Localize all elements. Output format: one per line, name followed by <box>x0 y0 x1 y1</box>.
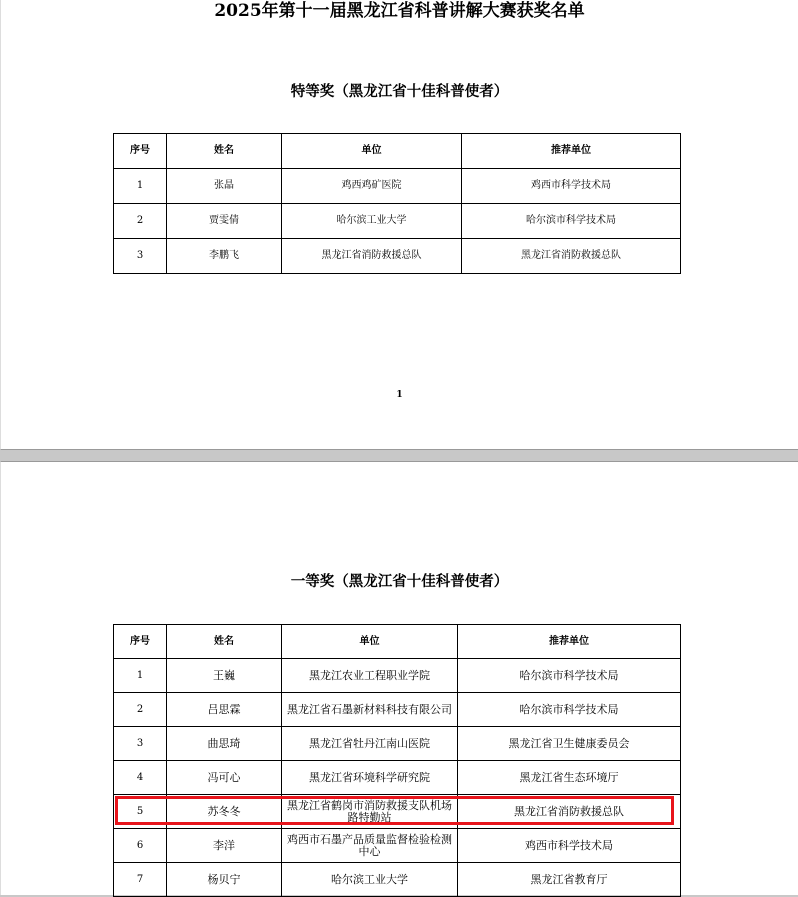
header-name: 姓名 <box>167 625 282 659</box>
table-row <box>114 239 681 274</box>
special-prize-title: 特等奖（黑龙江省十佳科普使者） <box>290 83 509 100</box>
header-unit: 单位 <box>282 625 458 659</box>
cell-recommender: 鸡西市科学技术局 <box>462 169 681 204</box>
cell-unit: 哈尔滨工业大学 <box>282 863 458 897</box>
cell-recommender: 黑龙江省卫生健康委员会 <box>458 727 681 761</box>
header-index: 序号 <box>114 625 167 659</box>
table-header-row <box>114 134 681 169</box>
table-row <box>114 727 681 761</box>
cell-name: 曲思琦 <box>167 727 282 761</box>
cell-recommender: 哈尔滨市科学技术局 <box>458 693 681 727</box>
cell-name: 贾雯倩 <box>167 204 282 239</box>
cell-index: 6 <box>114 829 167 863</box>
cell-unit: 黑龙江省石墨新材料科技有限公司 <box>282 693 458 727</box>
first-prize-title: 一等奖（黑龙江省十佳科普使者） <box>290 573 509 590</box>
cell-unit: 鸡西鸡矿医院 <box>282 169 462 204</box>
cell-name: 苏冬冬 <box>167 795 282 829</box>
cell-index: 2 <box>114 204 167 239</box>
cell-unit: 哈尔滨工业大学 <box>282 204 462 239</box>
table-row-highlighted <box>114 795 681 829</box>
cell-name: 吕思霖 <box>167 693 282 727</box>
cell-recommender: 黑龙江省消防救援总队 <box>458 795 681 829</box>
cell-index: 5 <box>114 795 167 829</box>
table-row <box>114 761 681 795</box>
cell-name: 李洋 <box>167 829 282 863</box>
table-row <box>114 693 681 727</box>
cell-index: 7 <box>114 863 167 897</box>
cell-index: 1 <box>114 169 167 204</box>
cell-name: 杨贝宁 <box>167 863 282 897</box>
cell-name: 王巍 <box>167 659 282 693</box>
cell-recommender: 黑龙江省生态环境厅 <box>458 761 681 795</box>
cell-recommender: 哈尔滨市科学技术局 <box>458 659 681 693</box>
table-row <box>114 204 681 239</box>
header-index: 序号 <box>114 134 167 169</box>
table-row <box>114 169 681 204</box>
header-recommender: 推荐单位 <box>462 134 681 169</box>
header-recommender: 推荐单位 <box>458 625 681 659</box>
cell-name: 李鹏飞 <box>167 239 282 274</box>
table-row <box>114 659 681 693</box>
cell-index: 3 <box>114 727 167 761</box>
cell-index: 2 <box>114 693 167 727</box>
table-row <box>114 829 681 863</box>
cell-index: 4 <box>114 761 167 795</box>
cell-recommender: 黑龙江省消防救援总队 <box>462 239 681 274</box>
cell-unit: 黑龙江省环境科学研究院 <box>282 761 458 795</box>
cell-unit: 黑龙江省消防救援总队 <box>282 239 462 274</box>
document-title: 2025年第十一届黑龙江省科普讲解大赛获奖名单 <box>214 1 585 21</box>
cell-unit: 鸡西市石墨产品质量监督检验检测中心 <box>282 829 458 863</box>
page-number: 1 <box>396 390 403 400</box>
special-prize-table <box>113 133 681 274</box>
cell-name: 冯可心 <box>167 761 282 795</box>
cell-unit: 黑龙江省鹤岗市消防救援支队机场路特勤站 <box>282 795 458 829</box>
header-name: 姓名 <box>167 134 282 169</box>
cell-recommender: 哈尔滨市科学技术局 <box>462 204 681 239</box>
cell-index: 1 <box>114 659 167 693</box>
table-header-row <box>114 625 681 659</box>
cell-unit: 黑龙江农业工程职业学院 <box>282 659 458 693</box>
cell-recommender: 黑龙江省教育厅 <box>458 863 681 897</box>
cell-index: 3 <box>114 239 167 274</box>
table-row <box>114 863 681 897</box>
cell-unit: 黑龙江省牡丹江南山医院 <box>282 727 458 761</box>
cell-recommender: 鸡西市科学技术局 <box>458 829 681 863</box>
first-prize-table <box>113 624 681 897</box>
cell-name: 张晶 <box>167 169 282 204</box>
document-page-2 <box>0 461 798 895</box>
header-unit: 单位 <box>282 134 462 169</box>
